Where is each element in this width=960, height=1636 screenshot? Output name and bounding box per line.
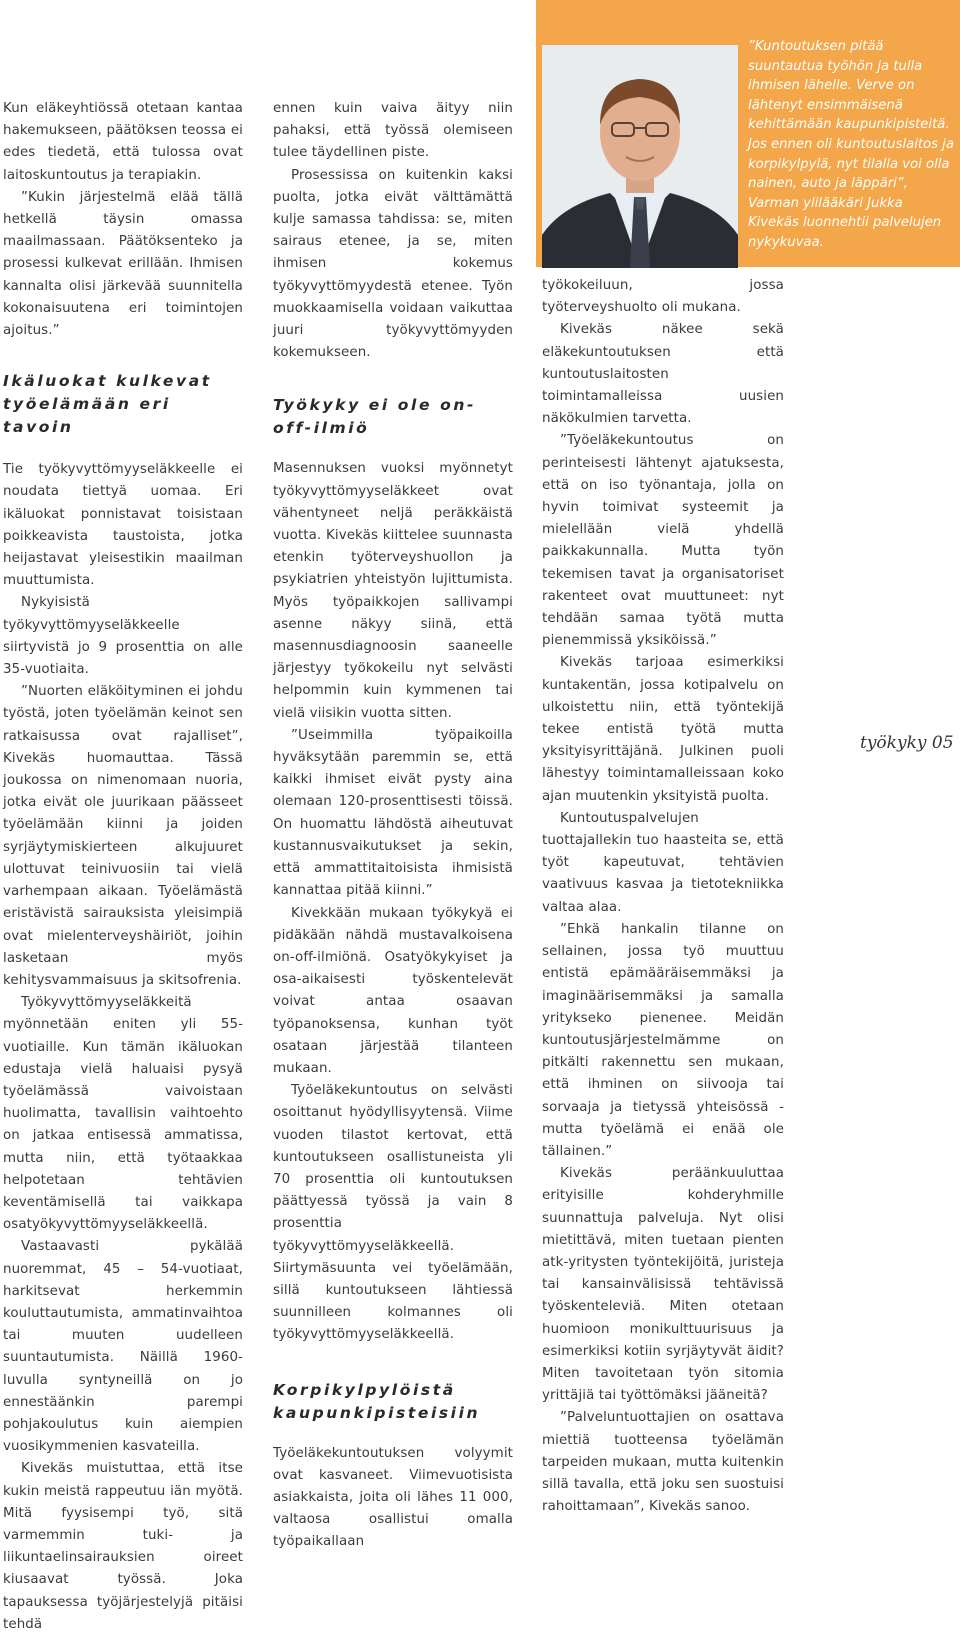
paragraph: Nykyisistä työkyvyttömyyseläkkeelle siirtyvistä jo 9 prosenttia on alle 35-vuotiaita.	[3, 595, 243, 678]
paragraph: Kivekäs muistuttaa, että itse kukin meistä rappeutuu iän myötä. Mitä fyysisempi työ, sitä varmemmin tuki- ja liikuntaelinsairauksien oireet kiusaavat työssä. Joka tapauksessa työjärjestelyjä pitäisi tehdä	[3, 1461, 243, 1632]
paragraph: työkokeiluun, jossa työterveyshuolto oli mukana.	[542, 278, 784, 316]
paragraph: ”Nuorten eläköityminen ei johdu työstä, joten työelämän keinot sen ratkaisussa ovat rajalliset”, Kivekäs huomauttaa. Tässä joukossa on nimenomaan nuoria, jotka eivät ole juurikaan päässeet työelämään kiinni ja joiden syrjäytymiskierteen alkujuuret ulottuvat teinivuosiin tai vielä varhempaan aikaan. Työelämästä eristävistä sairauksista yleisimpiä ovat mielenterveyshäiriöt, joihin lasketaan myös kehitysvammaisuus ja skitsofrenia.	[3, 684, 243, 988]
paragraph: Vastaavasti pykälää nuoremmat, 45 – 54-vuotiaat, harkitsevat herkemmin kouluttautumista, ammatinvaihtoa tai muuten uudelleen suuntautumista. Näillä 1960-luvulla syntyneillä on jo ennestäänkin parempi pohjakoulutus kuin aiempien vuosikymmenien kasvateilla.	[3, 1239, 243, 1455]
paragraph: Prosessissa on kuitenkin kaksi puolta, jotka eivät välttämättä kulje samassa tahdissa: se, miten sairaus etenee, ja se, miten ihmisen kokemus työkyvyttömyydestä etenee. Työn muokkaamisella voidaan vaikuttaa juuri työkyvyttömyyden kokemukseen.	[273, 167, 513, 361]
paragraph: ennen kuin vaiva äityy niin pahaksi, että työssä olemiseen tulee täydellinen piste.	[273, 101, 513, 161]
section-heading: Ikäluokat kulkevat työelämään eri tavoin	[3, 372, 212, 437]
section-heading: Työkyky ei ole on-off-ilmiö	[273, 396, 476, 438]
page-label: työkyky 05	[860, 733, 954, 753]
paragraph: Työeläkekuntoutuksen volyymit ovat kasvaneet. Viimevuotisista asiakkaista, joita oli lähes 11 000, valtaosa osallistui omalla työpaikallaan	[273, 1445, 513, 1550]
column-3	[542, 275, 784, 1518]
portrait-photo	[542, 45, 738, 268]
paragraph: Kivekäs tarjoaa esimerkiksi kuntakentän, jossa kotipalvelu on ulkoistettu niin, että työntekijä tekee entistä työtä mutta yksityisyrittäjänä. Julkinen puoli lähestyy toimintamalleissaan koko ajan muutenkin yksityistä puolta.	[542, 655, 784, 804]
paragraph: Kuntoutuspalvelujen tuottajallekin tuo haasteita se, että työt kapeutuvat, tehtävien vaativuus kasvaa ja tietotekniikka valtaa alaa.	[542, 810, 784, 915]
paragraph: ”Ehkä hankalin tilanne on sellainen, jossa työ muuttuu entistä epämääräisemmäksi ja imaginäärisemmäksi ja samalla yritykseko pienenee. Meidän kuntoutusjärjestelmämme on pitkälti rakennettu sen mukaan, että ihminen on siivooja tai sorvaaja ja tietyssä yhteisössä - mutta työelämä ei enää ole tällainen.”	[542, 921, 784, 1159]
paragraph: ”Useimmilla työpaikoilla hyväksytään paremmin se, että kaikki ihmiset eivät pysty aina olemaan 120-prosenttisesti töissä. On huomattu lähdöstä aiheutuvat kustannusvaikutukset ja sekin, että ammattitaitoisista ihmisistä kannattaa pitää kiinni.”	[273, 727, 513, 899]
paragraph: ”Palveluntuottajien on osattava miettiä tuotteensa työelämän tarpeiden mukaan, mutta kuitenkin sillä tavalla, että joku sen suostuisi rahoittamaan”, Kivekäs sanoo.	[542, 1410, 784, 1515]
paragraph: Tie työkyvyttömyyseläkkeelle ei noudata tiettyä uomaa. Eri ikäluokat ponnistavat toisistaan poikkeavista taustoista, jotka heijastavat yleisestikin maailman muuttumista.	[3, 462, 243, 589]
column-1	[3, 98, 243, 1636]
paragraph: Kivekäs peräänkuuluttaa erityisille kohderyhmille suunnattuja palveluja. Nyt olisi mietittävä, miten tuetaan pienten atk-yritysten työntekijöitä, juristeja tai kansainvälisissä tehtävissä työskenteleviä. Miten otetaan huomioon monikulttuurisuus ja esimerkiksi kotiin syrjäytyvät äidit? Miten tavoitetaan työn sitomia yrittäjiä tai työttömäksi jääneitä?	[542, 1166, 784, 1404]
pull-quote: ”Kuntoutuksen pitää suuntautua työhön ja tulla ihmisen lähelle. Verve on lähtenyt ensimmäisenä kehittämään kaupunkipisteitä. Jos ennen oli kuntoutuslaitos ja korpikylpylä, nyt tilalla voi olla nainen, auto ja läppäri”, Varman ylilääkäri Jukka Kivekäs luonnehtii palvelujen nykykuvaa.	[748, 39, 954, 250]
paragraph: Työeläkekuntoutus on selvästi osoittanut hyödyllisyytensä. Viime vuoden tilastot kertovat, että kuntoutukseen osallistuneista yli 70 prosenttia oli kuntoutuksen päättyessä työssä ja vain 8 prosenttia työkyvyttömyyseläkkeellä. Siirtymäsuunta vei työelämään, sillä kuntoutukseen lähtiessä suunnilleen kolmannes oli työkyvyttömyyseläkkeellä.	[273, 1083, 513, 1343]
paragraph: Kivekäs näkee sekä eläkekuntoutuksen että kuntoutuslaitosten toimintamalleissa uusien näkökulmien tarvetta.	[542, 322, 784, 427]
paragraph: Kun eläkeyhtiössä otetaan kantaa hakemukseen, päätöksen teossa ei edes tiedetä, että tulossa ovat laitoskuntoutus ja terapiakin.	[3, 101, 243, 183]
paragraph: Työkyvyttömyyseläkkeitä myönnetään eniten yli 55-vuotiaille. Kun tämän ikäluokan edustaja vielä haluaisi pysyä työelämässä vaivoistaan huolimatta, tavallisin vaihtoehto on jatkaa entisessä ammatissa, mutta niin, että työtaakkaa helpotetaan tehtävien keventämisellä tai vaikkapa osatyökyvyttömyyseläkkeellä.	[3, 995, 243, 1233]
paragraph: ”Työeläkekuntoutus on perinteisesti lähtenyt ajatuksesta, että on iso työnantaja, jolla on hyvin toimivat systeemit ja mielellään vielä yhdellä paikkakunnalla. Mutta työn tekemisen tavat ja organisatoriset rakenteet ovat muuttuneet: nyt tehdään samaa työtä mutta pienemmissä yksiköissä.”	[542, 433, 784, 649]
section-heading: Korpikylpylöistä kaupunkipisteisiin	[273, 1380, 481, 1422]
column-2	[273, 98, 513, 1554]
paragraph: Kivekkään mukaan työkykyä ei pidäkään nähdä mustavalkoisena on-off-ilmiönä. Osatyökykyiset ja osa-aikaisesti työskentelevät voivat antaa osaavan työpanoksensa, kunhan työt osataan järjestää tilanteen mukaan.	[273, 905, 513, 1076]
paragraph: Masennuksen vuoksi myönnetyt työkyvyttömyyseläkkeet ovat vähentyneet neljä peräkkäistä vuotta. Kivekäs kiittelee suunnasta etenkin työterveyshuollon ja psykiatrien yhteistyön lujittumista. Myös työpaikkojen sallivampi asenne näkyy siinä, että masennusdiagnoosin saaneelle järjestyy työkokeilu nyt selvästi helpommin kuin kymmenen tai vielä viisikin vuotta sitten.	[273, 461, 513, 721]
paragraph: ”Kukin järjestelmä elää tällä hetkellä täysin omassa maailmassaan. Päätöksenteko ja prosessi kulkevat erillään. Ihmisen kannalta olisi järkevää suunnitella kokonaisuutena eri toimintojen ajoitus.”	[3, 189, 243, 339]
